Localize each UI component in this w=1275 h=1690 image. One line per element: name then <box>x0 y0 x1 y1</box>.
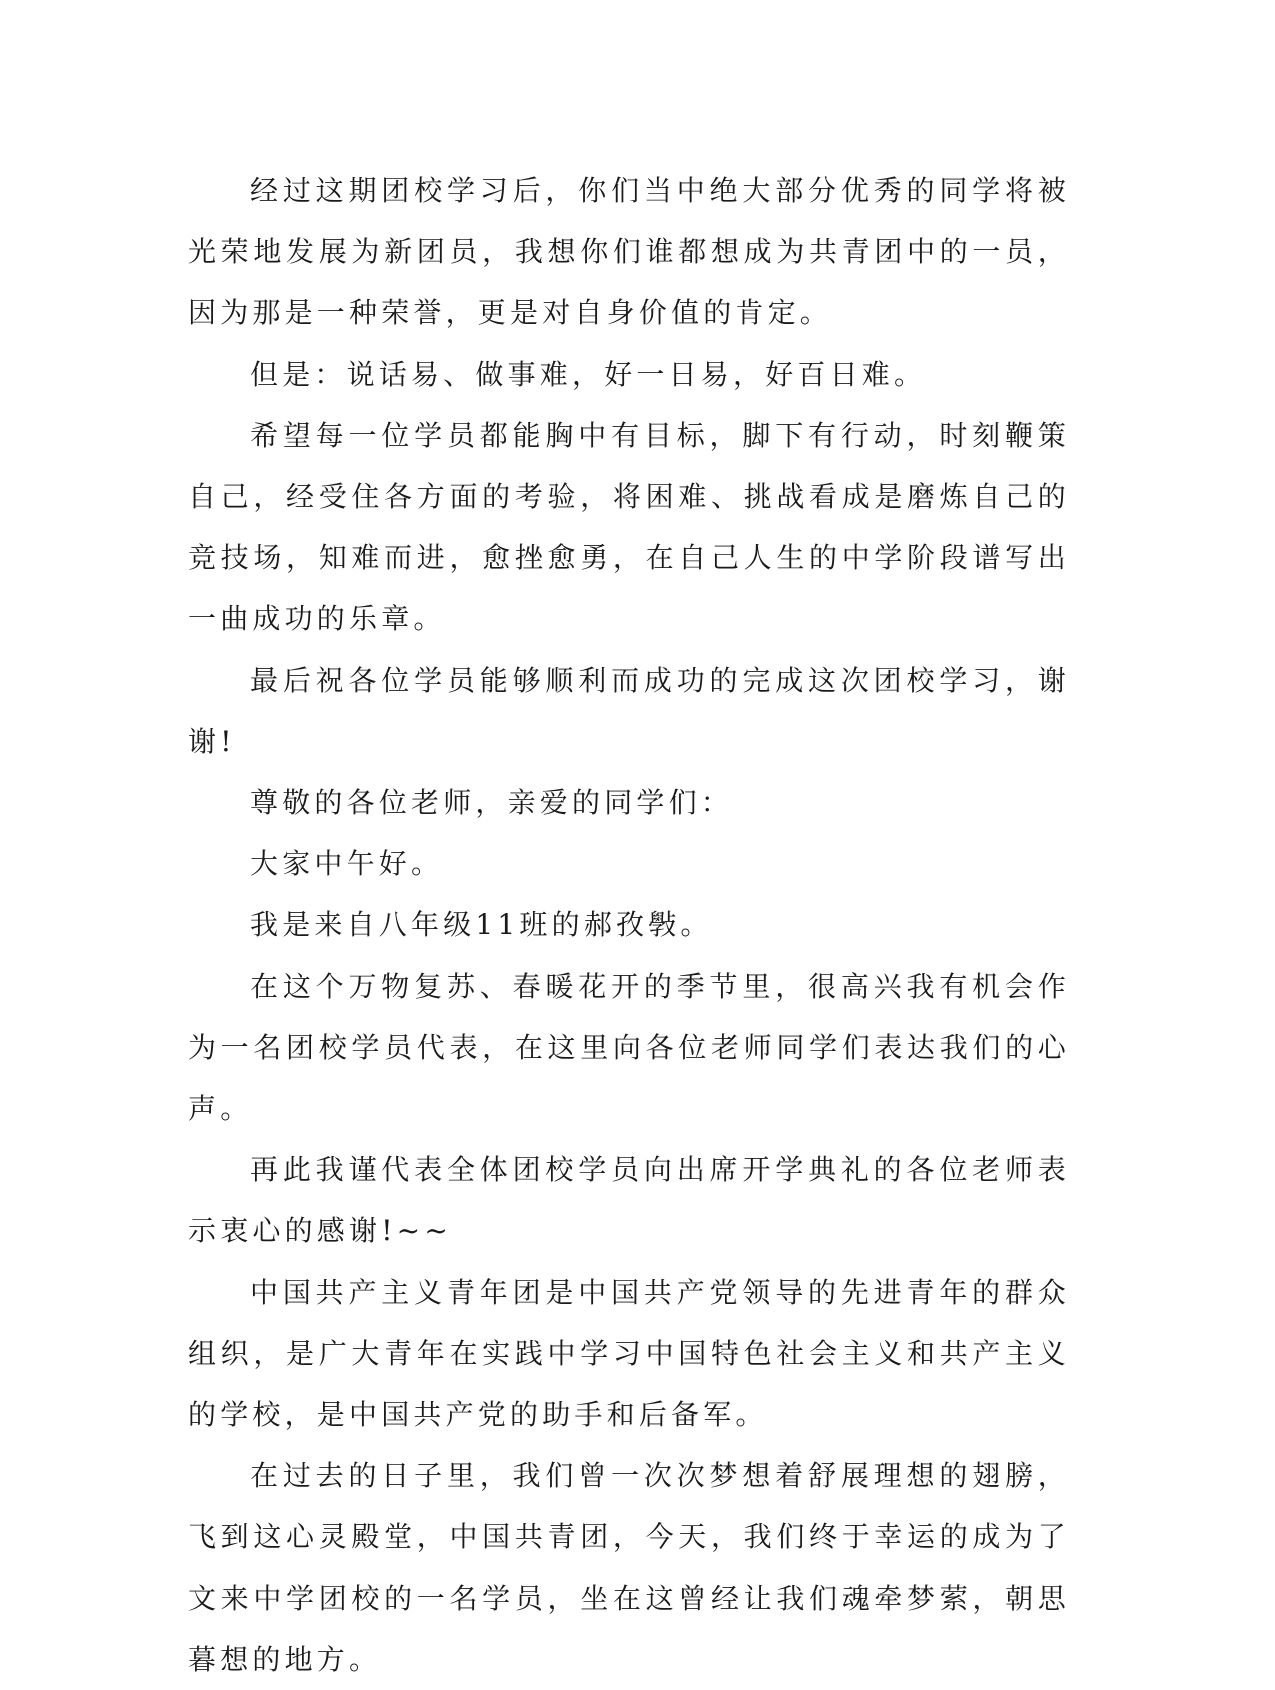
paragraph: 大家中午好。 <box>250 847 444 881</box>
paragraph: 在这个万物复苏、春暖花开的季节里，很高兴我有机会作为一名团校学员代表，在这里向各位老师同学们表达我们的心声。 <box>188 969 1070 1126</box>
paragraph: 在过去的日子里，我们曾一次次梦想着舒展理想的翅膀，飞到这心灵殿堂，中国共青团，今天，我们终于幸运的成为了文来中学团校的一名学员，坐在这曾经让我们魂牵梦萦，朝思暮想的地方。 <box>188 1459 1070 1676</box>
paragraph: 但是：说话易、做事难，好一日易，好百日难。 <box>250 357 927 391</box>
paragraph: 再此我谨代表全体团校学员向出席开学典礼的各位老师表示衷心的感谢!~~ <box>188 1153 1070 1248</box>
paragraph: 经过这期团校学习后，你们当中绝大部分优秀的同学将被光荣地发展为新团员，我想你们谁都想成为共青团中的一员，因为那是一种荣誉，更是对自身价值的肯定。 <box>188 174 1070 330</box>
paragraph: 中国共产主义青年团是中国共产党领导的先进青年的群众组织，是广大青年在实践中学习中国特色社会主义和共产主义的学校，是中国共产党的助手和后备军。 <box>188 1275 1070 1432</box>
paragraph: 尊敬的各位老师，亲爱的同学们： <box>250 786 734 820</box>
paragraph: 我是来自八年级11班的郝孜斅。 <box>250 908 713 942</box>
paragraph: 希望每一位学员都能胸中有目标，脚下有行动，时刻鞭策自己，经受住各方面的考验，将困难、挑战看成是磨炼自己的竞技场，知难而进，愈挫愈勇，在自己人生的中学阶段谱写出一曲成功的乐章。 <box>188 418 1070 636</box>
document-body <box>188 160 1070 1690</box>
paragraph: 最后祝各位学员能够顺利而成功的完成这次团校学习，谢谢! <box>188 663 1070 758</box>
